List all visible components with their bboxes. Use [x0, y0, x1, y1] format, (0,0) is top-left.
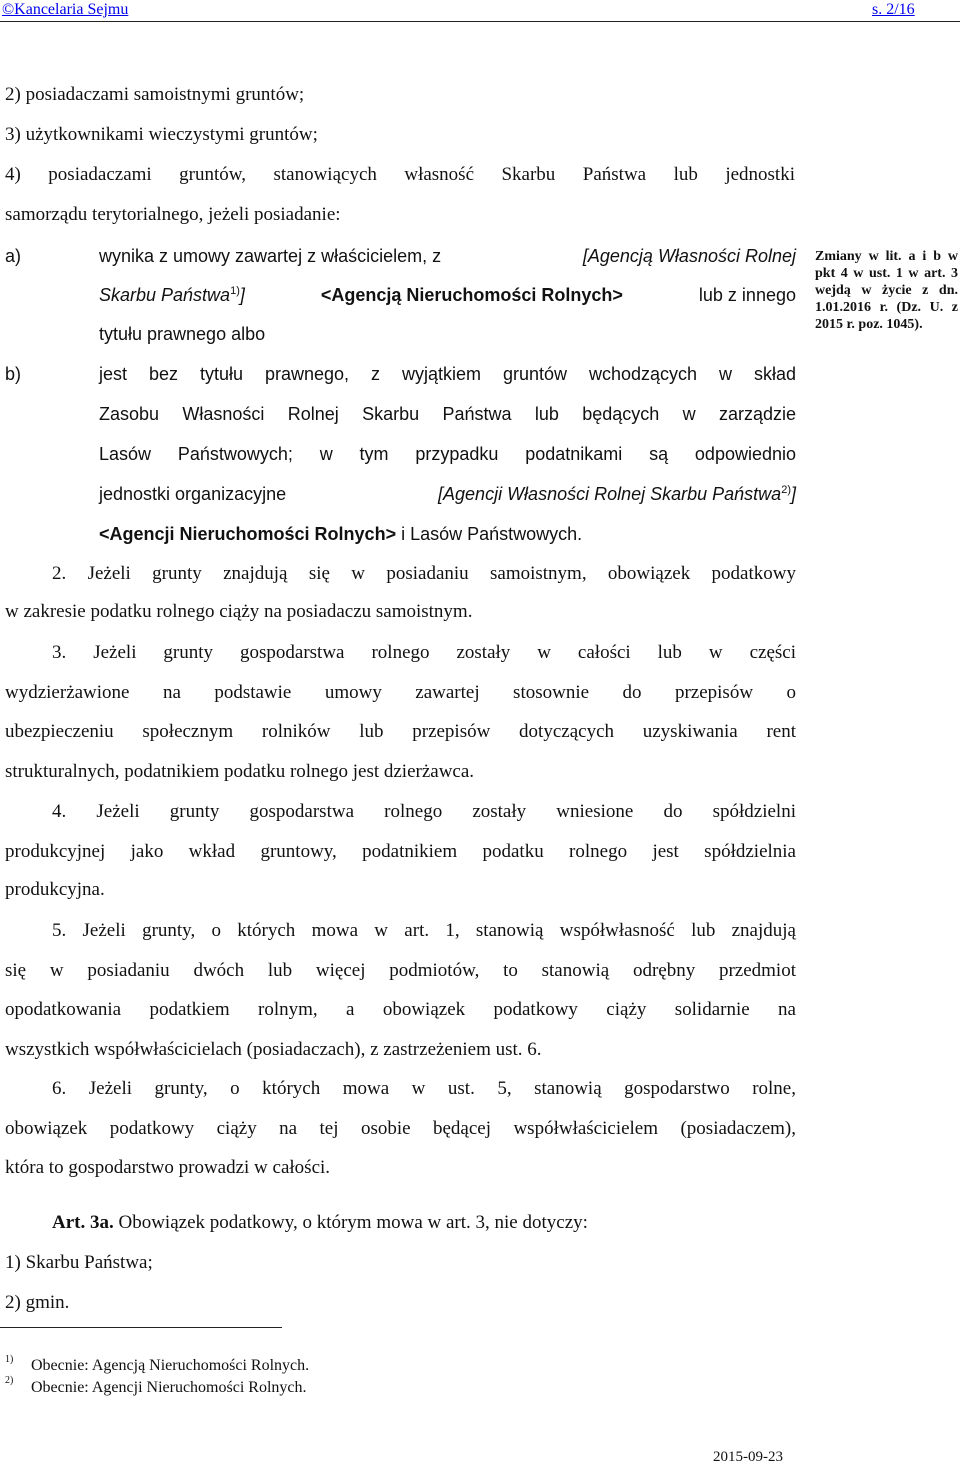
- paragraph-3-cont: strukturalnych, podatnikiem podatku rolnego jest dzierżawca.: [5, 761, 475, 782]
- paragraph-6-cont: obowiązek podatkowy ciąży na tej osobie będącej współwłaścicielem (posiadaczem),: [5, 1118, 796, 1139]
- amendment-added-text: <Agencji Nieruchomości Rolnych>: [99, 524, 397, 544]
- footnote-number: 2): [5, 1375, 14, 1386]
- paragraph-5: 5. Jeżeli grunty, o których mowa w art. 1, stanowią współwłasność lub znajdują: [52, 920, 796, 941]
- list-item: 4) posiadaczami gruntów, stanowiących własność Skarbu Państwa lub jednostki: [5, 164, 795, 185]
- letter-b-line-1: jest bez tytułu prawnego, z wyjątkiem gruntów wchodzących w skład: [99, 364, 796, 384]
- publisher-header[interactable]: ©Kancelaria Sejmu: [2, 1, 129, 18]
- paragraph-5-cont: wszystkich współwłaścicielach (posiadaczach), z zastrzeżeniem ust. 6.: [5, 1039, 542, 1060]
- letter-b-line-3: Lasów Państwowych; w tym przypadku podatnikami są odpowiednio: [99, 444, 796, 464]
- amendment-removed-text: [Agencji Własności Rolnej Skarbu Państwa: [438, 484, 782, 504]
- letter-marker-b: b): [5, 364, 22, 384]
- letter-b-line-2: Zasobu Własności Rolnej Skarbu Państwa lub będących w zarządzie: [99, 404, 796, 424]
- footnote-number: 1): [5, 1354, 14, 1365]
- letter-a-line-3: tytułu prawnego albo: [99, 324, 266, 344]
- letter-a-line-1: [99, 244, 796, 268]
- article-3a: [52, 1211, 588, 1235]
- bracket-close: ]: [239, 285, 245, 305]
- paragraph-5-cont: się w posiadaniu dwóch lub więcej podmiotów, to stanowią odrębny przedmiot: [5, 960, 796, 981]
- amendment-removed-text: Skarbu Państwa: [99, 285, 231, 305]
- letter-b-tail: i Lasów Państwowych.: [396, 524, 583, 544]
- letter-a-line-2: [99, 283, 796, 307]
- footnote-divider: [0, 1327, 282, 1328]
- letter-marker-a: a): [5, 246, 22, 266]
- letter-a-text: wynika z umowy zawartej z właścicielem, z: [99, 246, 442, 266]
- letter-b-line-4: [99, 482, 796, 506]
- paragraph-2-cont: w zakresie podatku rolnego ciąży na posiadaczu samoistnym.: [5, 601, 473, 622]
- paragraph-6: 6. Jeżeli grunty, o których mowa w ust. 5, stanowią gospodarstwo rolne,: [52, 1078, 796, 1099]
- amendment-added-text: <Agencją Nieruchomości Rolnych>: [320, 285, 623, 305]
- footer-date: 2015-09-23: [713, 1449, 783, 1465]
- list-item: 2) gmin.: [5, 1292, 70, 1313]
- list-item: 2) posiadaczami samoistnymi gruntów;: [5, 84, 305, 105]
- paragraph-6-cont: która to gospodarstwo prowadzi w całości.: [5, 1157, 331, 1178]
- paragraph-2: 2. Jeżeli grunty znajdują się w posiadaniu samoistnym, obowiązek podatkowy: [52, 563, 796, 584]
- article-text: Obowiązek podatkowy, o którym mowa w art. 3, nie dotyczy:: [113, 1212, 588, 1233]
- header-divider: [0, 21, 960, 22]
- paragraph-4-cont: produkcyjnej jako wkład gruntowy, podatnikiem podatku rolnego jest spółdzielnia: [5, 841, 796, 862]
- list-item: 3) użytkownikami wieczystymi gruntów;: [5, 124, 318, 145]
- bracket-close: ]: [790, 484, 796, 504]
- paragraph-3: 3. Jeżeli grunty gospodarstwa rolnego zostały w całości lub w części: [52, 642, 796, 663]
- footnote-ref[interactable]: 1): [230, 285, 240, 297]
- amendment-removed-text: [Agencją Własności Rolnej: [582, 246, 796, 266]
- paragraph-4: 4. Jeżeli grunty gospodarstwa rolnego zostały wniesione do spółdzielni: [52, 801, 796, 822]
- margin-note: Zmiany w lit. a i b w pkt 4 w ust. 1 w art. 3 wejdą w życie z dn. 1.01.2016 r. (Dz. U. z 2015 r. poz. 1045).: [815, 249, 958, 332]
- list-item: samorządu terytorialnego, jeżeli posiadanie:: [5, 204, 341, 225]
- letter-b-line-5: [99, 522, 582, 546]
- article-label: Art. 3a.: [52, 1212, 114, 1233]
- letter-a-tail: lub z innego: [698, 285, 796, 305]
- paragraph-3-cont: wydzierżawione na podstawie umowy zawartej stosownie do przepisów o: [5, 682, 796, 703]
- footnote-text: Obecnie: Agencji Nieruchomości Rolnych.: [31, 1379, 307, 1396]
- list-item: 1) Skarbu Państwa;: [5, 1252, 153, 1273]
- paragraph-4-cont: produkcyjna.: [5, 879, 105, 900]
- letter-b-text: jednostki organizacyjne: [99, 484, 287, 504]
- footnote-text: Obecnie: Agencją Nieruchomości Rolnych.: [31, 1357, 310, 1374]
- paragraph-5-cont: opodatkowania podatkiem rolnym, a obowiązek podatkowy ciąży solidarnie na: [5, 999, 796, 1020]
- page-number[interactable]: s. 2/16: [872, 1, 915, 18]
- paragraph-3-cont: ubezpieczeniu społecznym rolników lub przepisów dotyczących uzyskiwania rent: [5, 721, 796, 742]
- footnote-ref[interactable]: 2): [781, 484, 791, 496]
